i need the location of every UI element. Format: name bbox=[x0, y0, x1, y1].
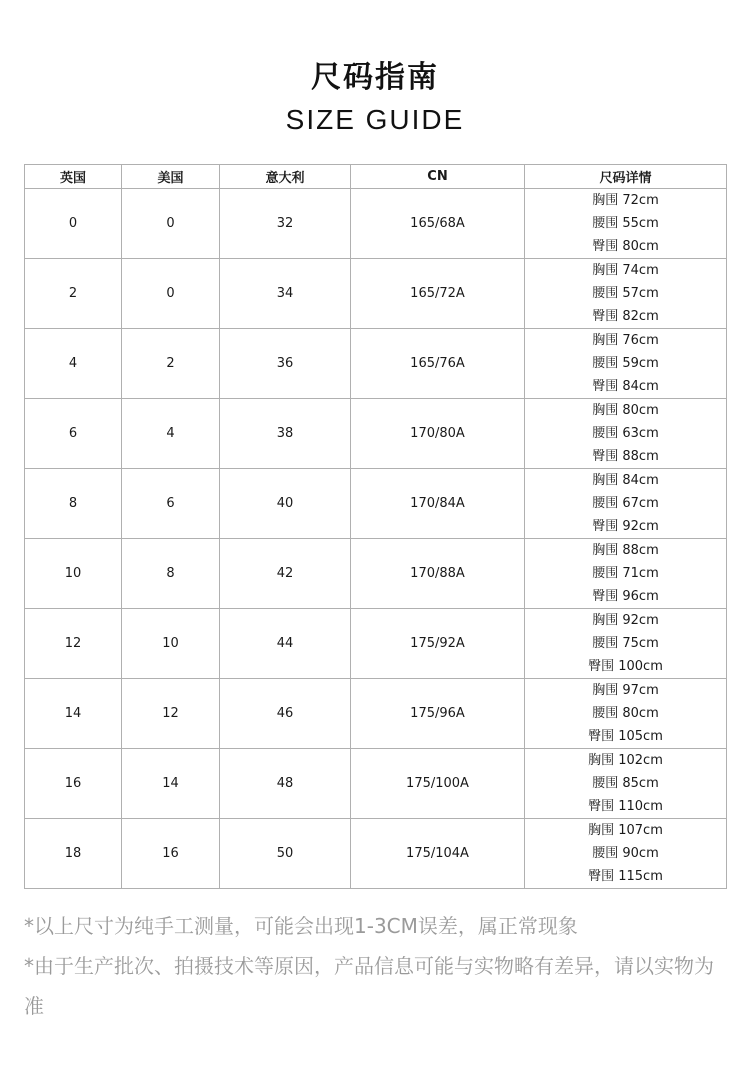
column-header-us: 美国 bbox=[122, 165, 220, 189]
cell-cn: 170/88A bbox=[351, 539, 525, 609]
detail-line: 腰围 80cm bbox=[592, 706, 659, 721]
detail-line: 胸围 102cm bbox=[588, 753, 663, 768]
cell-cn: 175/92A bbox=[351, 609, 525, 679]
cell-us: 14 bbox=[122, 749, 220, 819]
notes bbox=[24, 906, 724, 1026]
page-title: 尺码指南 bbox=[311, 60, 439, 95]
cell-uk: 10 bbox=[25, 539, 122, 609]
cell-it: 48 bbox=[220, 749, 351, 819]
column-header-details: 尺码详情 bbox=[525, 165, 727, 189]
cell-details bbox=[525, 189, 727, 259]
detail-line: 臀围 105cm bbox=[588, 729, 663, 744]
size-table bbox=[24, 164, 727, 889]
cell-us: 0 bbox=[122, 189, 220, 259]
cell-details bbox=[525, 679, 727, 749]
cell-uk: 18 bbox=[25, 819, 122, 889]
table-row bbox=[25, 469, 727, 539]
detail-line: 胸围 107cm bbox=[588, 823, 663, 838]
cell-cn: 170/80A bbox=[351, 399, 525, 469]
detail-line: 胸围 97cm bbox=[592, 683, 659, 698]
table-body bbox=[25, 189, 727, 889]
cell-it: 42 bbox=[220, 539, 351, 609]
detail-line: 腰围 85cm bbox=[592, 776, 659, 791]
cell-uk: 12 bbox=[25, 609, 122, 679]
cell-us: 6 bbox=[122, 469, 220, 539]
detail-line: 臀围 92cm bbox=[592, 519, 659, 534]
note-measurement: *以上尺寸为纯手工测量，可能会出现1-3CM误差，属正常现象 bbox=[24, 914, 578, 938]
cell-details bbox=[525, 469, 727, 539]
detail-line: 腰围 75cm bbox=[592, 636, 659, 651]
cell-it: 44 bbox=[220, 609, 351, 679]
table-row bbox=[25, 189, 727, 259]
cell-uk: 4 bbox=[25, 329, 122, 399]
cell-us: 4 bbox=[122, 399, 220, 469]
cell-details bbox=[525, 609, 727, 679]
column-header-it: 意大利 bbox=[220, 165, 351, 189]
column-header-cn: CN bbox=[351, 165, 525, 189]
cell-us: 16 bbox=[122, 819, 220, 889]
cell-uk: 6 bbox=[25, 399, 122, 469]
detail-line: 臀围 100cm bbox=[588, 659, 663, 674]
cell-uk: 16 bbox=[25, 749, 122, 819]
cell-details bbox=[525, 749, 727, 819]
cell-us: 2 bbox=[122, 329, 220, 399]
detail-line: 臀围 115cm bbox=[588, 869, 663, 884]
detail-line: 胸围 80cm bbox=[592, 403, 659, 418]
detail-line: 臀围 96cm bbox=[592, 589, 659, 604]
table-row bbox=[25, 329, 727, 399]
table-row bbox=[25, 399, 727, 469]
table-row bbox=[25, 259, 727, 329]
cell-us: 12 bbox=[122, 679, 220, 749]
cell-us: 10 bbox=[122, 609, 220, 679]
detail-line: 腰围 63cm bbox=[592, 426, 659, 441]
detail-line: 臀围 88cm bbox=[592, 449, 659, 464]
table-row bbox=[25, 819, 727, 889]
table-row bbox=[25, 609, 727, 679]
cell-it: 38 bbox=[220, 399, 351, 469]
cell-us: 0 bbox=[122, 259, 220, 329]
cell-cn: 175/100A bbox=[351, 749, 525, 819]
cell-details bbox=[525, 329, 727, 399]
cell-it: 40 bbox=[220, 469, 351, 539]
cell-cn: 165/68A bbox=[351, 189, 525, 259]
cell-details bbox=[525, 819, 727, 889]
cell-cn: 175/104A bbox=[351, 819, 525, 889]
cell-details bbox=[525, 539, 727, 609]
cell-details bbox=[525, 259, 727, 329]
cell-cn: 175/96A bbox=[351, 679, 525, 749]
column-header-uk: 英国 bbox=[25, 165, 122, 189]
detail-line: 腰围 71cm bbox=[592, 566, 659, 581]
cell-cn: 165/72A bbox=[351, 259, 525, 329]
detail-line: 胸围 84cm bbox=[592, 473, 659, 488]
cell-uk: 2 bbox=[25, 259, 122, 329]
detail-line: 腰围 57cm bbox=[592, 286, 659, 301]
detail-line: 胸围 74cm bbox=[592, 263, 659, 278]
cell-us: 8 bbox=[122, 539, 220, 609]
detail-line: 腰围 55cm bbox=[592, 216, 659, 231]
detail-line: 臀围 80cm bbox=[592, 239, 659, 254]
table-row bbox=[25, 749, 727, 819]
cell-details bbox=[525, 399, 727, 469]
detail-line: 腰围 90cm bbox=[592, 846, 659, 861]
detail-line: 腰围 67cm bbox=[592, 496, 659, 511]
cell-uk: 0 bbox=[25, 189, 122, 259]
detail-line: 腰围 59cm bbox=[592, 356, 659, 371]
cell-uk: 8 bbox=[25, 469, 122, 539]
cell-cn: 170/84A bbox=[351, 469, 525, 539]
detail-line: 臀围 84cm bbox=[592, 379, 659, 394]
cell-it: 32 bbox=[220, 189, 351, 259]
detail-line: 胸围 76cm bbox=[592, 333, 659, 348]
detail-line: 胸围 92cm bbox=[592, 613, 659, 628]
cell-it: 50 bbox=[220, 819, 351, 889]
cell-uk: 14 bbox=[25, 679, 122, 749]
cell-cn: 165/76A bbox=[351, 329, 525, 399]
detail-line: 臀围 110cm bbox=[588, 799, 663, 814]
detail-line: 胸围 88cm bbox=[592, 543, 659, 558]
note-product-variance: *由于生产批次、拍摄技术等原因，产品信息可能与实物略有差异，请以实物为准 bbox=[24, 954, 714, 1018]
cell-it: 46 bbox=[220, 679, 351, 749]
detail-line: 胸围 72cm bbox=[592, 193, 659, 208]
table-row bbox=[25, 679, 727, 749]
detail-line: 臀围 82cm bbox=[592, 309, 659, 324]
cell-it: 36 bbox=[220, 329, 351, 399]
page-subtitle: SIZE GUIDE bbox=[285, 104, 465, 135]
table-header-row bbox=[25, 165, 727, 189]
table-row bbox=[25, 539, 727, 609]
cell-it: 34 bbox=[220, 259, 351, 329]
